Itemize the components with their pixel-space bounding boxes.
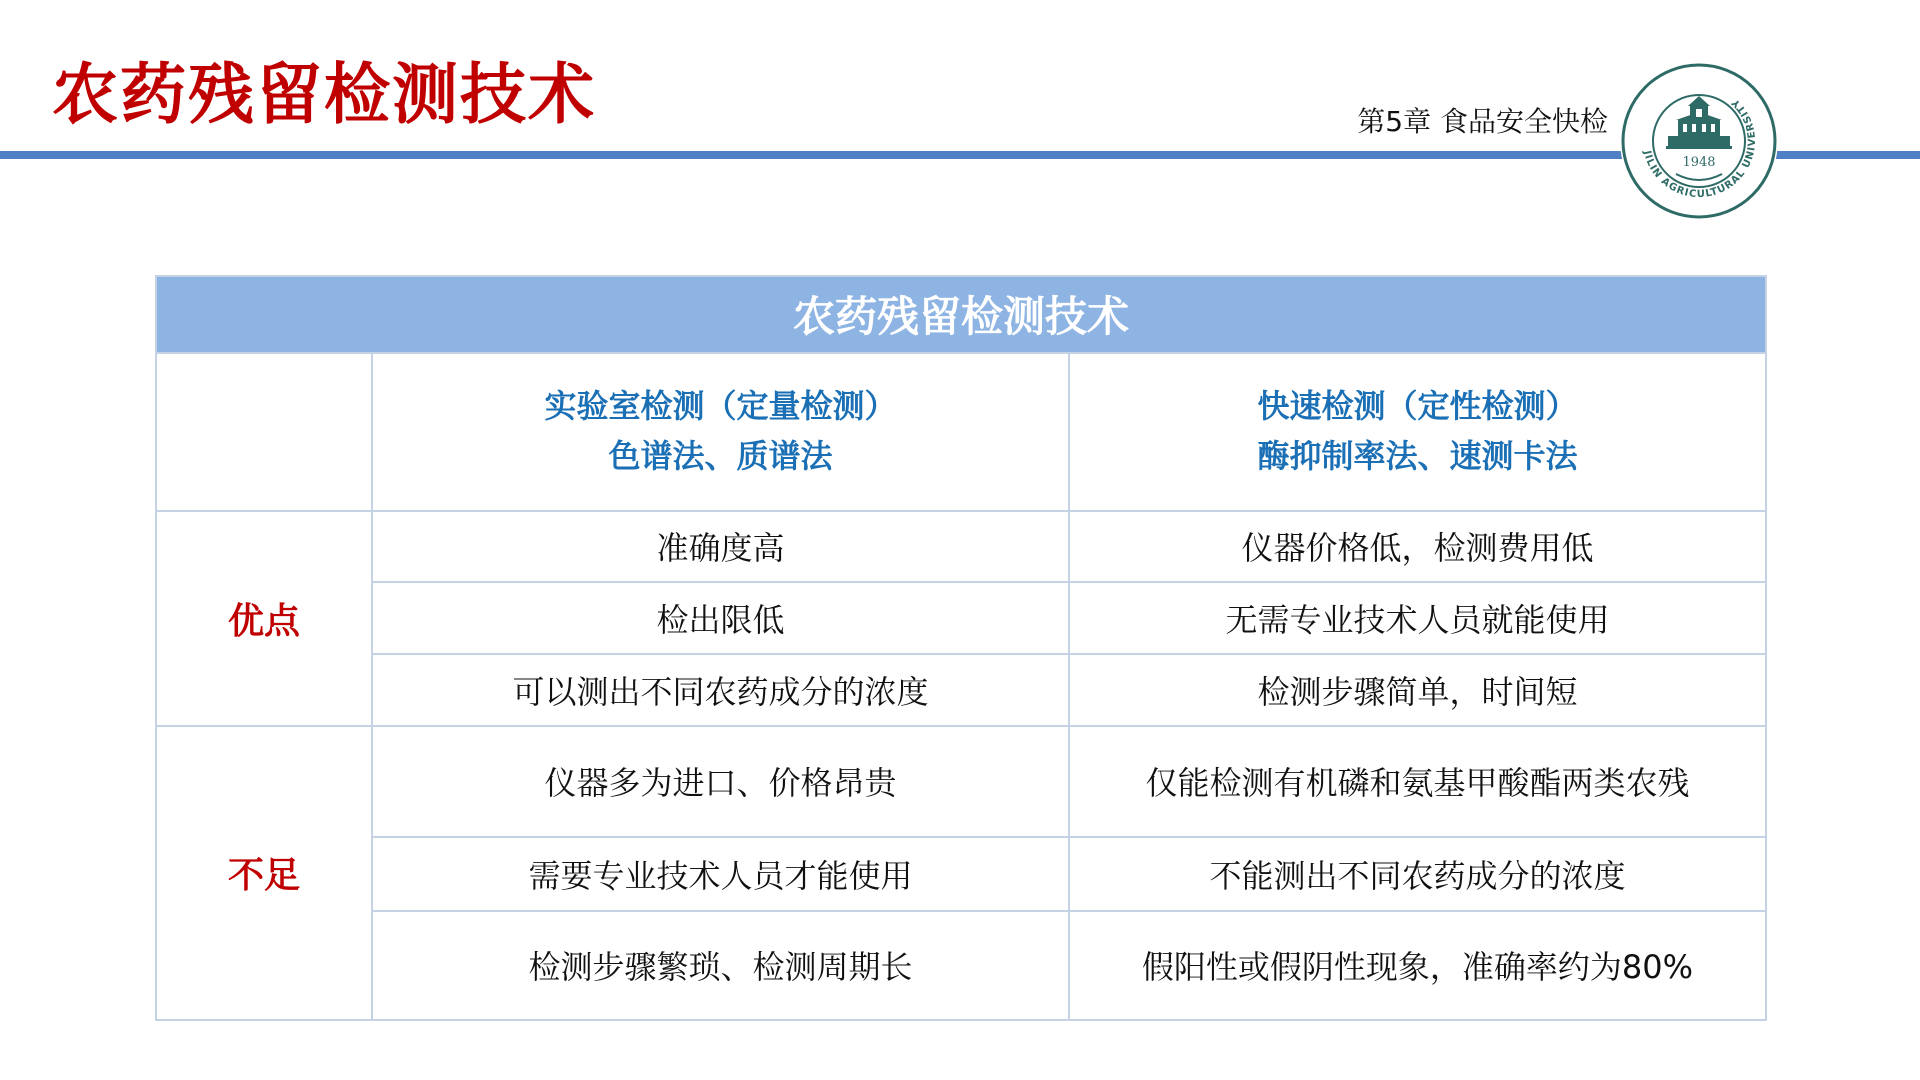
rapid-detection-header [1069,353,1766,511]
table-row [156,511,1766,583]
rapid-advantage-cell: 仪器价格低，检测费用低 [1069,511,1766,583]
rapid-detection-title: 快速检测（定性检测） [1257,387,1578,426]
corner-cell [156,353,372,511]
rapid-advantage-cell: 无需专业技术人员就能使用 [1069,582,1766,654]
table-row [156,654,1766,726]
lab-advantage-cell: 准确度高 [372,511,1069,583]
column-header-row [156,353,1766,511]
disadvantages-label: 不足 [156,726,372,1020]
university-logo [1620,62,1778,220]
page-title: 农药残留检测技术 [52,56,596,133]
table-row [156,726,1766,837]
lab-advantage-cell: 可以测出不同农药成分的浓度 [372,654,1069,726]
rapid-disadvantage-cell: 不能测出不同农药成分的浓度 [1069,837,1766,911]
lab-detection-header [372,353,1069,511]
table-row [156,911,1766,1020]
rapid-disadvantage-cell: 假阳性或假阴性现象，准确率约为80% [1069,911,1766,1020]
university-seal-icon [1620,62,1778,220]
lab-disadvantage-cell: 检测步骤繁琐、检测周期长 [372,911,1069,1020]
table-row [156,582,1766,654]
lab-detection-methods: 色谱法、质谱法 [608,436,833,475]
table-title: 农药残留检测技术 [156,276,1766,353]
logo-ring-text: JILIN AGRICULTURAL UNIVERSITY [1641,95,1759,201]
table-title-row [156,276,1766,353]
lab-advantage-cell: 检出限低 [372,582,1069,654]
chapter-label: 第5章 食品安全快检 [1357,105,1608,138]
lab-disadvantage-cell: 仪器多为进口、价格昂贵 [372,726,1069,837]
pesticide-residue-table [155,275,1767,1021]
rapid-advantage-cell: 检测步骤简单，时间短 [1069,654,1766,726]
rapid-detection-methods: 酶抑制率法、速测卡法 [1257,436,1578,475]
rapid-disadvantage-cell: 仅能检测有机磷和氨基甲酸酯两类农残 [1069,726,1766,837]
lab-disadvantage-cell: 需要专业技术人员才能使用 [372,837,1069,911]
advantages-label: 优点 [156,511,372,726]
table-row [156,837,1766,911]
lab-detection-title: 实验室检测（定量检测） [544,387,897,426]
logo-year: 1948 [1682,155,1716,170]
